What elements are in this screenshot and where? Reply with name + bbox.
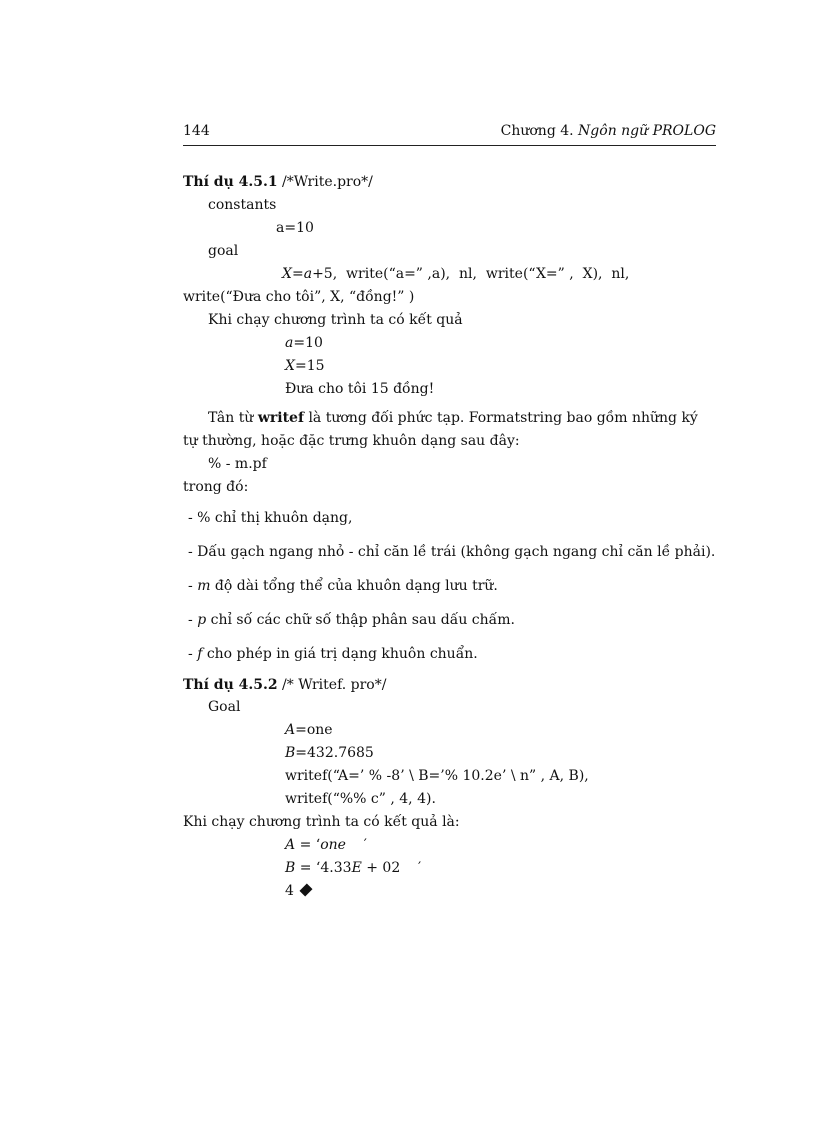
text-run: chỉ số các chữ số thập phân sau dấu chấm. <box>206 612 515 628</box>
text-run: cho phép in giá trị dạng khuôn chuẩn. <box>202 646 478 662</box>
text-run: Tân từ <box>208 410 258 426</box>
list-item: - % chỉ thị khuôn dạng, <box>188 510 353 526</box>
output-line <box>285 334 323 352</box>
output-text: ′ <box>345 837 367 853</box>
code-text: = <box>291 266 304 282</box>
code-text: =432.7685 <box>295 745 374 761</box>
text-run: - <box>188 578 198 594</box>
output-text: = ‘4.33 <box>295 860 352 876</box>
code-var: A <box>285 722 296 738</box>
output-text: = ‘ <box>295 837 321 853</box>
diamond-icon <box>299 883 312 896</box>
output-var: X <box>285 358 295 374</box>
chapter-title: Ngôn ngữ PROLOG <box>578 123 716 139</box>
math-var: p <box>197 612 207 628</box>
paragraph-line: Khi chạy chương trình ta có kết quả <box>208 312 463 328</box>
example-comment: /*Write.pro*/ <box>277 174 373 190</box>
code-var: B <box>285 745 296 761</box>
text-run: độ dài tổng thể của khuôn dạng lưu trữ. <box>210 578 498 594</box>
list-item: - Dấu gạch ngang nhỏ - chỉ căn lề trái (không gạch ngang chỉ căn lề phải). <box>188 544 716 560</box>
math-var: f <box>197 646 203 662</box>
output-exponent: E <box>351 860 362 876</box>
chapter-prefix: Chương 4. <box>500 123 579 139</box>
code-line: writef(“%% c” , 4, 4). <box>285 791 436 807</box>
output-var: A <box>285 837 296 853</box>
output-line: Đưa cho tôi 15 đồng! <box>285 381 435 397</box>
output-text: + 02 ′ <box>361 860 422 876</box>
list-item <box>188 611 515 629</box>
example-heading-2 <box>183 676 386 694</box>
output-line <box>285 357 325 375</box>
math-var: m <box>197 578 211 594</box>
example-label: Thí dụ 4.5.2 <box>183 677 278 693</box>
output-line <box>285 882 310 900</box>
output-text: 4 <box>285 883 294 899</box>
text-run: - <box>188 612 198 628</box>
code-line: write(“Đưa cho tôi”, X, “đồng!” ) <box>183 289 415 305</box>
format-spec: % - m.pf <box>208 456 267 472</box>
code-line <box>285 721 333 739</box>
running-header <box>183 123 716 146</box>
code-text: =one <box>295 722 333 738</box>
keyword: writef <box>257 410 304 426</box>
code-line: writef(“A=’ % -8’ \ B=’% 10.2e’ \ n” , A, B), <box>285 768 589 784</box>
chapter-heading <box>501 123 716 139</box>
paragraph-line <box>208 409 698 427</box>
output-line <box>285 859 421 877</box>
output-var: a <box>285 335 294 351</box>
output-var: B <box>285 860 296 876</box>
paragraph-line: Khi chạy chương trình ta có kết quả là: <box>183 814 460 830</box>
code-line <box>285 744 374 762</box>
example-label: Thí dụ 4.5.1 <box>183 174 278 190</box>
list-item <box>188 577 498 595</box>
output-text: =15 <box>294 358 325 374</box>
paragraph-line: trong đó: <box>183 479 249 495</box>
list-item <box>188 645 478 663</box>
code-line: Goal <box>208 699 241 715</box>
code-line <box>282 265 629 283</box>
paragraph-line: tự thường, hoặc đặc trưng khuôn dạng sau đây: <box>183 433 520 449</box>
page-number: 144 <box>183 123 210 139</box>
code-var: a <box>303 266 313 282</box>
text-run: là tương đối phức tạp. Formatstring bao gồm những ký <box>304 410 698 426</box>
output-text: =10 <box>293 335 323 351</box>
code-line: constants <box>208 197 277 213</box>
text-run: - <box>188 646 198 662</box>
output-value: one <box>320 837 346 853</box>
code-line: goal <box>208 243 239 259</box>
code-text: +5, write(“a=” ,a), nl, write(“X=” , X), nl, <box>312 266 630 282</box>
code-line: a=10 <box>276 220 314 236</box>
example-heading-1 <box>183 173 373 191</box>
example-comment: /* Writef. pro*/ <box>277 677 387 693</box>
output-line <box>285 836 367 854</box>
code-var: X <box>282 266 292 282</box>
